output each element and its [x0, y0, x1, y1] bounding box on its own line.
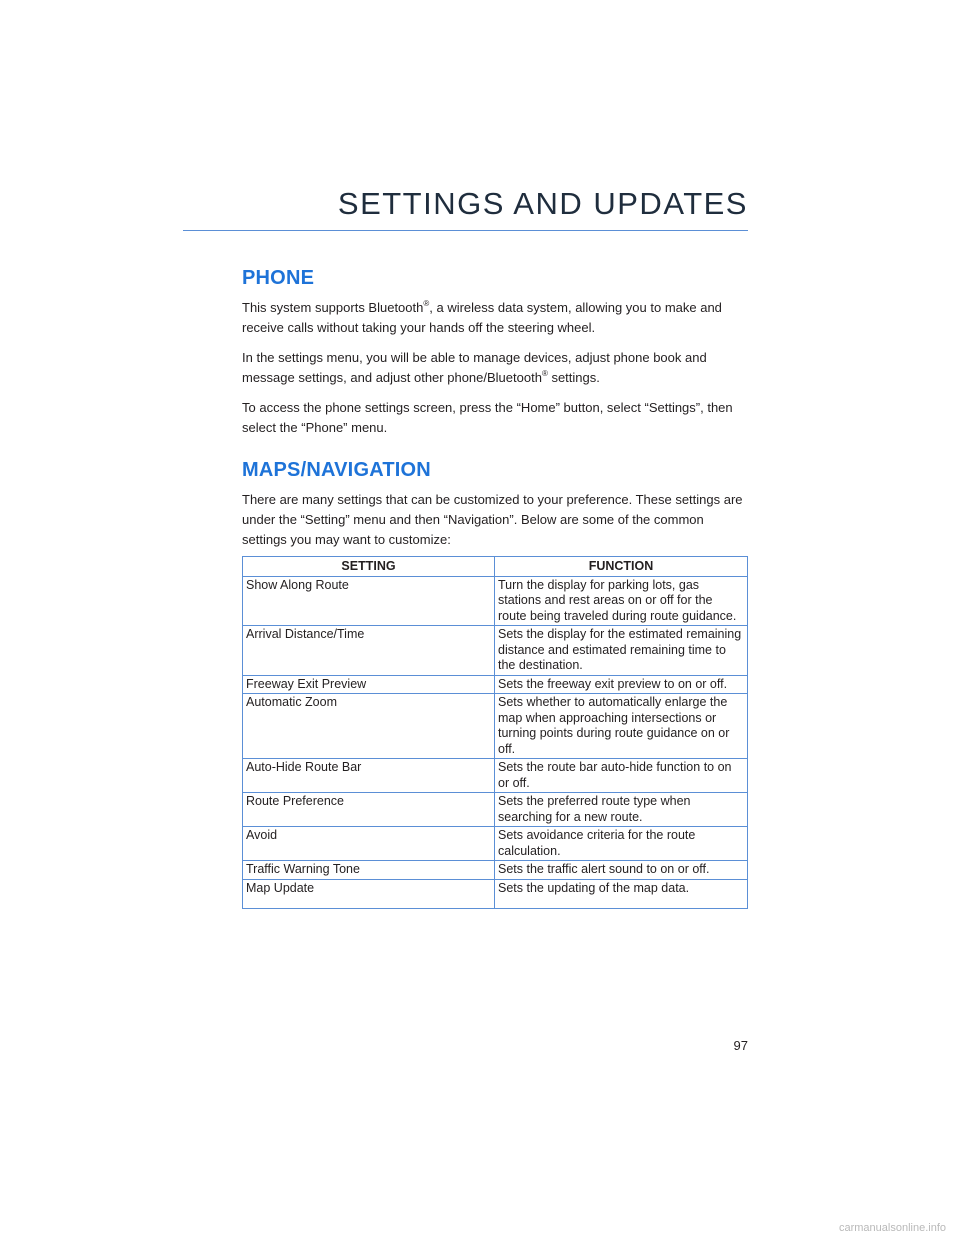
setting-cell: Auto-Hide Route Bar [243, 759, 495, 793]
function-cell: Sets the traffic alert sound to on or off. [495, 861, 748, 880]
table-row [243, 626, 748, 676]
setting-cell: Avoid [243, 827, 495, 861]
setting-cell: Automatic Zoom [243, 694, 495, 759]
column-header-function: FUNCTION [495, 557, 748, 577]
registered-mark: ® [541, 369, 548, 378]
navigation-settings-table [242, 556, 748, 909]
phone-p2-text-a: In the settings menu, you will be able to manage devices, adjust phone book and message settings, and adjust other phone/Bluetooth [242, 350, 707, 385]
table-row [243, 694, 748, 759]
table-row [243, 861, 748, 880]
table-row [243, 675, 748, 694]
function-cell: Sets avoidance criteria for the route calculation. [495, 827, 748, 861]
setting-cell: Freeway Exit Preview [243, 675, 495, 694]
function-cell: Sets the display for the estimated remaining distance and estimated remaining time to the destination. [495, 626, 748, 676]
table-row [243, 793, 748, 827]
setting-cell: Show Along Route [243, 576, 495, 626]
phone-p2-text-b: settings. [547, 370, 600, 385]
watermark-text: carmanualsonline.info [838, 1222, 946, 1234]
function-cell: Sets whether to automatically enlarge the map when approaching intersections or turning points during route guidance on or off. [495, 694, 748, 759]
registered-mark: ® [423, 299, 430, 308]
table-row [243, 759, 748, 793]
setting-cell: Traffic Warning Tone [243, 861, 495, 880]
table-row [243, 827, 748, 861]
table-row [243, 879, 748, 909]
function-cell: Sets the route bar auto-hide function to on or off. [495, 759, 748, 793]
setting-cell: Map Update [243, 879, 495, 909]
maps-intro-paragraph: There are many settings that can be customized to your preference. These settings are under the “Setting” menu and then “Navigation”. Below are some of the common settings you may want to customize: [242, 492, 743, 547]
table-row [243, 576, 748, 626]
phone-paragraph-2 [242, 348, 750, 388]
phone-paragraph-1 [242, 298, 750, 338]
function-cell: Sets the preferred route type when searching for a new route. [495, 793, 748, 827]
table-header-row [243, 557, 748, 577]
header-divider [183, 230, 748, 231]
phone-p1-text-b: , a wireless data system, allowing you to make and receive calls without taking your hands off the steering wheel. [242, 300, 722, 335]
setting-cell: Route Preference [243, 793, 495, 827]
phone-heading: PHONE [242, 267, 315, 289]
phone-paragraph-3: To access the phone settings screen, press the “Home” button, select “Settings”, then select the “Phone” menu. [242, 400, 733, 435]
page-content [242, 266, 750, 909]
function-cell: Sets the freeway exit preview to on or off. [495, 675, 748, 694]
page-number: 97 [733, 1038, 748, 1053]
setting-cell: Arrival Distance/Time [243, 626, 495, 676]
column-header-setting: SETTING [243, 557, 495, 577]
maps-navigation-heading: MAPS/NAVIGATION [242, 459, 431, 481]
function-cell: Turn the display for parking lots, gas stations and rest areas on or off for the route being traveled during route guidance. [495, 576, 748, 626]
section-header-title: SETTINGS AND UPDATES [337, 186, 748, 221]
phone-p1-text-a: This system supports Bluetooth [242, 300, 424, 315]
function-cell: Sets the updating of the map data. [495, 879, 748, 909]
